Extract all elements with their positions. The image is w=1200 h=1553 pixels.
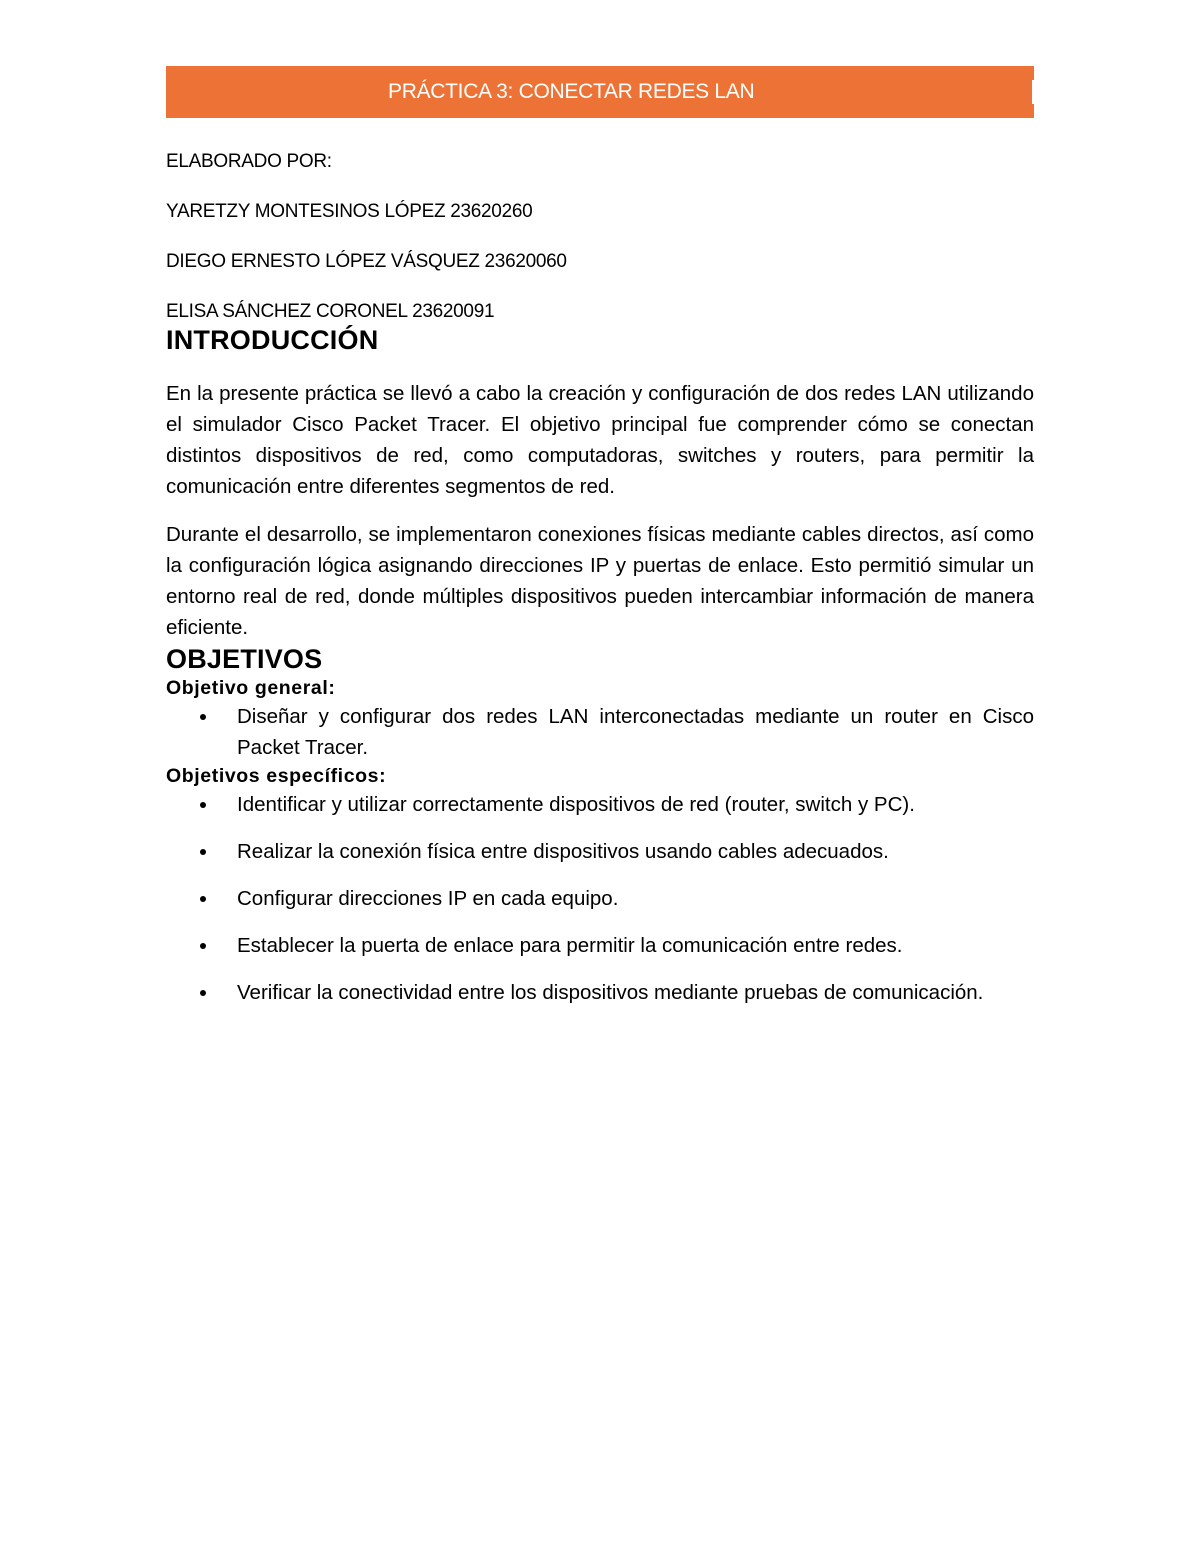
list-item xyxy=(166,977,1034,1008)
author-line: YARETZY MONTESINOS LÓPEZ 23620260 xyxy=(166,201,533,222)
bullet-icon xyxy=(200,990,206,996)
specific-objectives-list xyxy=(166,789,1034,1008)
general-objective-list xyxy=(166,701,1034,763)
authors-block xyxy=(166,150,1034,324)
list-item xyxy=(166,789,1034,820)
general-objective-heading: Objetivo general: xyxy=(166,677,336,699)
objectives-heading: OBJETIVOS xyxy=(166,644,323,674)
list-item xyxy=(166,930,1034,961)
introduction-heading: INTRODUCCIÓN xyxy=(166,325,379,355)
author-line: ELISA SÁNCHEZ CORONEL 23620091 xyxy=(166,301,495,322)
list-item xyxy=(166,883,1034,914)
title-banner xyxy=(166,66,1034,118)
bullet-icon xyxy=(200,849,206,855)
list-item xyxy=(166,701,1034,763)
introduction-paragraph: Durante el desarrollo, se implementaron conexiones físicas mediante cables directos, así como la configuración lógica asignando direcciones IP y puertas de enlace. Esto permitió simular un entorno real de red, donde múltiples dispositivos pueden intercambiar información de manera eficiente. xyxy=(166,523,1034,639)
bullet-icon xyxy=(200,943,206,949)
bullet-icon xyxy=(200,896,206,902)
list-item xyxy=(166,836,1034,867)
list-item-text: Verificar la conectividad entre los dispositivos mediante pruebas de comunicación. xyxy=(237,981,984,1004)
document-page xyxy=(166,66,1034,1008)
list-item-text: Identificar y utilizar correctamente dispositivos de red (router, switch y PC). xyxy=(237,793,915,816)
document-title: PRÁCTICA 3: CONECTAR REDES LAN xyxy=(388,80,755,103)
specific-objectives-heading: Objetivos específicos: xyxy=(166,765,387,787)
introduction-body xyxy=(166,378,1034,643)
list-item-text: Diseñar y configurar dos redes LAN interconectadas mediante un router en Cisco Packet Tracer. xyxy=(237,705,1034,759)
banner-divider xyxy=(1032,80,1034,104)
bullet-icon xyxy=(200,714,206,720)
introduction-paragraph: En la presente práctica se llevó a cabo la creación y configuración de dos redes LAN utilizando el simulador Cisco Packet Tracer. El objetivo principal fue comprender cómo se conectan distintos dispositivos de red, como computadoras, switches y routers, para permitir la comunicación entre diferentes segmentos de red. xyxy=(166,382,1034,498)
list-item-text: Establecer la puerta de enlace para permitir la comunicación entre redes. xyxy=(237,934,903,957)
bullet-icon xyxy=(200,802,206,808)
list-item-text: Realizar la conexión física entre dispositivos usando cables adecuados. xyxy=(237,840,889,863)
author-line: DIEGO ERNESTO LÓPEZ VÁSQUEZ 23620060 xyxy=(166,251,567,272)
authors-label: ELABORADO POR: xyxy=(166,151,332,172)
list-item-text: Configurar direcciones IP en cada equipo. xyxy=(237,887,619,910)
